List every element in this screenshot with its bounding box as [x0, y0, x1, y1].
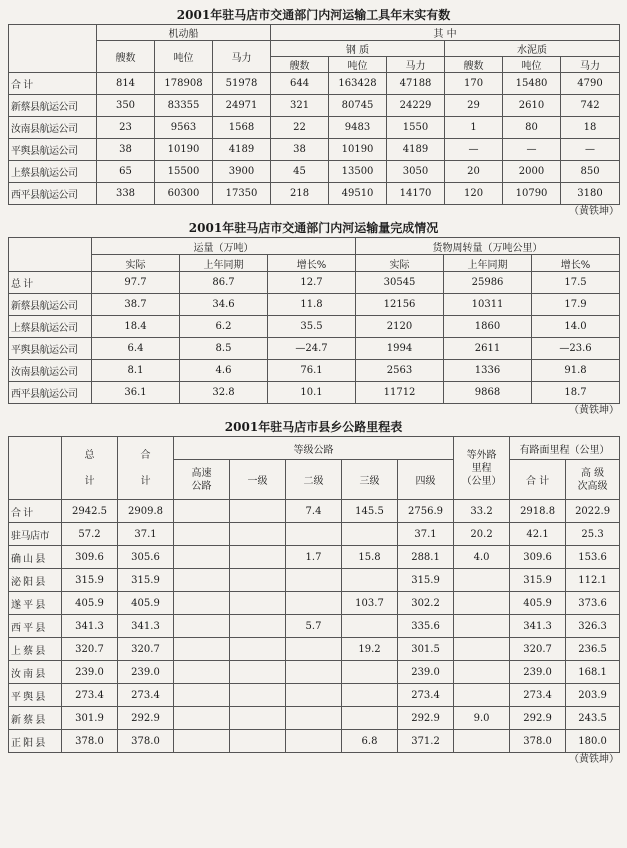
table-cell: —23.6 [532, 338, 620, 360]
header-qizhong: 其 中 [271, 25, 620, 41]
table-cell: 38.7 [92, 294, 180, 316]
table-cell: 11.8 [268, 294, 356, 316]
table-cell: 76.1 [268, 360, 356, 382]
header-last: 上年同期 [180, 255, 268, 272]
table-row [9, 730, 620, 753]
table-cell: 2000 [503, 161, 561, 183]
table-cell [230, 615, 286, 638]
table-cell: 2120 [356, 316, 444, 338]
table2-body [9, 272, 620, 404]
table-cell: 2022.9 [566, 500, 620, 523]
table-cell: 3900 [213, 161, 271, 183]
table-cell: 14.0 [532, 316, 620, 338]
table-cell: —24.7 [268, 338, 356, 360]
header-actual: 实际 [356, 255, 444, 272]
table-cell [286, 638, 342, 661]
row-label: 上 蔡 县 [9, 638, 62, 661]
header-l4: 四级 [398, 460, 454, 500]
table-cell: 17.5 [532, 272, 620, 294]
table-cell: 9.0 [454, 707, 510, 730]
table-cell: 20 [445, 161, 503, 183]
table-cell [454, 684, 510, 707]
table-cell: 13500 [329, 161, 387, 183]
table-cell: 2942.5 [62, 500, 118, 523]
table-cell: 97.7 [92, 272, 180, 294]
table-cell: 6.2 [180, 316, 268, 338]
row-label: 合 计 [9, 500, 62, 523]
table-row [9, 684, 620, 707]
table-cell: 17350 [213, 183, 271, 205]
table-row [9, 161, 620, 183]
table-cell: 4.0 [454, 546, 510, 569]
table-cell [230, 638, 286, 661]
table-cell: 3050 [387, 161, 445, 183]
header-motor: 机动船 [97, 25, 271, 41]
table3-corner [9, 437, 62, 500]
header-cement: 水泥质 [445, 41, 620, 57]
table-cell: 243.5 [566, 707, 620, 730]
table-cell [286, 684, 342, 707]
header-he: 合 计 [118, 437, 174, 500]
row-label: 汝南县航运公司 [9, 360, 92, 382]
table-cell: 288.1 [398, 546, 454, 569]
header-sou: 艘数 [271, 57, 329, 73]
table-cell: 18.7 [532, 382, 620, 404]
table-cell: 326.3 [566, 615, 620, 638]
table-cell: 7.4 [286, 500, 342, 523]
row-label: 西 平 县 [9, 615, 62, 638]
table-cell: 373.6 [566, 592, 620, 615]
table-cell: 14170 [387, 183, 445, 205]
table-cell: 2610 [503, 95, 561, 117]
table-cell: 170 [445, 73, 503, 95]
table-cell [230, 661, 286, 684]
header-l2: 二级 [286, 460, 342, 500]
vessel-table [8, 24, 620, 205]
table-cell: 30545 [356, 272, 444, 294]
table-row [9, 638, 620, 661]
table-cell: 25.3 [566, 523, 620, 546]
header-turnover: 货物周转量（万吨公里） [356, 238, 620, 255]
header-graded: 等级公路 [174, 437, 454, 460]
table-cell: 6.4 [92, 338, 180, 360]
table-cell: 11712 [356, 382, 444, 404]
table-cell: 10190 [329, 139, 387, 161]
table-cell: — [561, 139, 620, 161]
table-cell: 38 [271, 139, 329, 161]
table-cell [230, 592, 286, 615]
table-cell: 315.9 [62, 569, 118, 592]
table-cell: 273.4 [510, 684, 566, 707]
table-cell: 2756.9 [398, 500, 454, 523]
table-cell: 4.6 [180, 360, 268, 382]
table3-credit: （黄铁坤） [569, 754, 619, 765]
table-cell: 32.8 [180, 382, 268, 404]
table-cell: 378.0 [118, 730, 174, 753]
table-cell: 315.9 [118, 569, 174, 592]
table-cell: 4189 [213, 139, 271, 161]
row-label: 平舆县航运公司 [9, 139, 97, 161]
header-dun: 吨位 [329, 57, 387, 73]
table-cell: — [503, 139, 561, 161]
table1-title: 2001年驻马店市交通部门内河运输工具年末实有数 [176, 8, 451, 22]
table-cell: 83355 [155, 95, 213, 117]
header-actual: 实际 [92, 255, 180, 272]
table-cell: 302.2 [398, 592, 454, 615]
header-paved-high: 高 级 次高级 [566, 460, 620, 500]
table-cell: 320.7 [118, 638, 174, 661]
row-label: 泌 阳 县 [9, 569, 62, 592]
table-cell: 6.8 [342, 730, 398, 753]
table-cell: 47188 [387, 73, 445, 95]
table-cell: 292.9 [510, 707, 566, 730]
header-steel: 钢 质 [271, 41, 445, 57]
table-cell [230, 569, 286, 592]
header-sou: 艘数 [97, 41, 155, 73]
table-row [9, 316, 620, 338]
table-cell: 42.1 [510, 523, 566, 546]
table-cell [342, 684, 398, 707]
table-cell [454, 615, 510, 638]
table-cell: 239.0 [118, 661, 174, 684]
table-cell: 20.2 [454, 523, 510, 546]
table-row [9, 707, 620, 730]
row-label: 新蔡县航运公司 [9, 294, 92, 316]
table-cell: 9868 [444, 382, 532, 404]
table-cell: 315.9 [398, 569, 454, 592]
table-cell [454, 592, 510, 615]
table-cell: 37.1 [118, 523, 174, 546]
table-cell: 273.4 [398, 684, 454, 707]
header-volume: 运量（万吨） [92, 238, 356, 255]
row-label: 西平县航运公司 [9, 382, 92, 404]
table3-body [9, 500, 620, 753]
table-cell: 25986 [444, 272, 532, 294]
header-dun: 吨位 [155, 41, 213, 73]
table-cell: 405.9 [510, 592, 566, 615]
table-cell [286, 569, 342, 592]
table-cell: 236.5 [566, 638, 620, 661]
table-cell: 1568 [213, 117, 271, 139]
table-cell: 19.2 [342, 638, 398, 661]
table-cell: 10311 [444, 294, 532, 316]
row-label: 正 阳 县 [9, 730, 62, 753]
table-cell [230, 707, 286, 730]
table-cell: 320.7 [62, 638, 118, 661]
table-cell: 10790 [503, 183, 561, 205]
table-row [9, 139, 620, 161]
table-cell: 5.7 [286, 615, 342, 638]
table-cell: 218 [271, 183, 329, 205]
table-cell: 203.9 [566, 684, 620, 707]
row-label: 确 山 县 [9, 546, 62, 569]
table-cell [454, 638, 510, 661]
table2-title: 2001年驻马店市交通部门内河运输量完成情况 [188, 221, 439, 235]
table-cell: 33.2 [454, 500, 510, 523]
table-cell: 86.7 [180, 272, 268, 294]
table-row [9, 592, 620, 615]
table-cell [174, 500, 230, 523]
table-cell [230, 546, 286, 569]
table-cell [174, 569, 230, 592]
table-cell: 65 [97, 161, 155, 183]
table-cell [342, 569, 398, 592]
table-cell: 17.9 [532, 294, 620, 316]
table-cell: 153.6 [566, 546, 620, 569]
header-growth: 增长% [532, 255, 620, 272]
table-cell [174, 638, 230, 661]
row-label: 驻马店市 [9, 523, 62, 546]
table-cell: 301.5 [398, 638, 454, 661]
transport-table [8, 237, 620, 404]
row-label: 西平县航运公司 [9, 183, 97, 205]
table-row [9, 73, 620, 95]
header-ma: 马力 [387, 57, 445, 73]
header-express: 高速 公路 [174, 460, 230, 500]
row-label: 遂 平 县 [9, 592, 62, 615]
table-cell: 178908 [155, 73, 213, 95]
table-cell [230, 500, 286, 523]
table-cell: 38 [97, 139, 155, 161]
table-row [9, 382, 620, 404]
header-ma: 马力 [561, 57, 620, 73]
header-ma: 马力 [213, 41, 271, 73]
row-label: 上蔡县航运公司 [9, 161, 97, 183]
table-cell: 168.1 [566, 661, 620, 684]
table-cell: 341.3 [510, 615, 566, 638]
table-cell: 321 [271, 95, 329, 117]
header-last: 上年同期 [444, 255, 532, 272]
row-label: 新蔡县航运公司 [9, 95, 97, 117]
table-cell: 273.4 [62, 684, 118, 707]
row-label: 合 计 [9, 73, 97, 95]
table-row [9, 95, 620, 117]
table-cell: 305.6 [118, 546, 174, 569]
table-row [9, 615, 620, 638]
table-cell: 10.1 [268, 382, 356, 404]
table1-corner [9, 25, 97, 73]
table-cell: 850 [561, 161, 620, 183]
table-cell: 112.1 [566, 569, 620, 592]
table-cell: 24229 [387, 95, 445, 117]
header-paved: 有路面里程（公里） [510, 437, 620, 460]
table-cell: 2611 [444, 338, 532, 360]
table-cell: 341.3 [62, 615, 118, 638]
table-cell [342, 661, 398, 684]
table-cell: 1.7 [286, 546, 342, 569]
table2-credit: （黄铁坤） [569, 405, 619, 416]
table-row [9, 117, 620, 139]
table-cell: 405.9 [62, 592, 118, 615]
table-cell: 36.1 [92, 382, 180, 404]
table-cell: 405.9 [118, 592, 174, 615]
table-cell [174, 661, 230, 684]
table-cell: 309.6 [510, 546, 566, 569]
table2-corner [9, 238, 92, 272]
table-row [9, 360, 620, 382]
table-cell: 292.9 [118, 707, 174, 730]
table-cell: 60300 [155, 183, 213, 205]
table-cell: — [445, 139, 503, 161]
table-cell: 22 [271, 117, 329, 139]
row-label: 汝 南 县 [9, 661, 62, 684]
table-cell: 8.1 [92, 360, 180, 382]
header-outer: 等外路 里程 （公里） [454, 437, 510, 500]
table-cell [230, 523, 286, 546]
row-label: 平 舆 县 [9, 684, 62, 707]
table-cell: 341.3 [118, 615, 174, 638]
table3-title: 2001年驻马店市县乡公路里程表 [224, 420, 403, 434]
table-cell [454, 730, 510, 753]
table-cell: 742 [561, 95, 620, 117]
table-cell: 37.1 [398, 523, 454, 546]
table-cell: 239.0 [510, 661, 566, 684]
table1-body [9, 73, 620, 205]
table-cell: 12.7 [268, 272, 356, 294]
table-cell [286, 730, 342, 753]
table-row [9, 183, 620, 205]
table-cell: 35.5 [268, 316, 356, 338]
table-cell: 18 [561, 117, 620, 139]
table-cell: 1860 [444, 316, 532, 338]
table-cell: 180.0 [566, 730, 620, 753]
table-row [9, 523, 620, 546]
table-cell: 644 [271, 73, 329, 95]
table-cell: 1 [445, 117, 503, 139]
table-cell [174, 707, 230, 730]
table1-credit: （黄铁坤） [569, 206, 619, 217]
table-cell [454, 569, 510, 592]
table-cell: 2563 [356, 360, 444, 382]
table-cell: 4790 [561, 73, 620, 95]
table-cell: 45 [271, 161, 329, 183]
table-row [9, 500, 620, 523]
table-cell: 57.2 [62, 523, 118, 546]
table-cell [174, 684, 230, 707]
table-cell [230, 730, 286, 753]
table-cell: 49510 [329, 183, 387, 205]
table-cell: 4189 [387, 139, 445, 161]
table-cell: 309.6 [62, 546, 118, 569]
table-cell: 9563 [155, 117, 213, 139]
table-cell: 2918.8 [510, 500, 566, 523]
table-cell: 301.9 [62, 707, 118, 730]
table-cell: 80 [503, 117, 561, 139]
table-cell [286, 707, 342, 730]
table-cell: 24971 [213, 95, 271, 117]
table-cell: 12156 [356, 294, 444, 316]
table-cell: 29 [445, 95, 503, 117]
table-cell: 3180 [561, 183, 620, 205]
header-total: 总 计 [62, 437, 118, 500]
row-label: 汝南县航运公司 [9, 117, 97, 139]
table-cell: 15.8 [342, 546, 398, 569]
table-cell: 120 [445, 183, 503, 205]
table-cell: 239.0 [62, 661, 118, 684]
row-label: 新 蔡 县 [9, 707, 62, 730]
table-cell: 273.4 [118, 684, 174, 707]
table-cell: 2909.8 [118, 500, 174, 523]
row-label: 平舆县航运公司 [9, 338, 92, 360]
header-sou: 艘数 [445, 57, 503, 73]
table-cell: 10190 [155, 139, 213, 161]
row-label: 总 计 [9, 272, 92, 294]
table-row [9, 272, 620, 294]
table-cell: 378.0 [62, 730, 118, 753]
header-growth: 增长% [268, 255, 356, 272]
table-cell: 371.2 [398, 730, 454, 753]
header-l1: 一级 [230, 460, 286, 500]
table-cell: 163428 [329, 73, 387, 95]
row-label: 上蔡县航运公司 [9, 316, 92, 338]
table-cell [286, 523, 342, 546]
table-cell: 145.5 [342, 500, 398, 523]
table-cell [174, 615, 230, 638]
table-cell: 378.0 [510, 730, 566, 753]
table-row [9, 661, 620, 684]
table-cell: 8.5 [180, 338, 268, 360]
table-cell [454, 661, 510, 684]
header-paved-total: 合 计 [510, 460, 566, 500]
table-cell [230, 684, 286, 707]
table-cell [286, 661, 342, 684]
table-cell [174, 730, 230, 753]
table-cell [174, 592, 230, 615]
table-cell: 18.4 [92, 316, 180, 338]
table-cell: 335.6 [398, 615, 454, 638]
table-row [9, 546, 620, 569]
table-cell: 350 [97, 95, 155, 117]
table-cell [174, 546, 230, 569]
table-cell: 239.0 [398, 661, 454, 684]
table-cell [286, 592, 342, 615]
table-cell: 1994 [356, 338, 444, 360]
table-cell: 51978 [213, 73, 271, 95]
table-cell: 15500 [155, 161, 213, 183]
table-row [9, 569, 620, 592]
road-table [8, 436, 620, 753]
table-cell: 103.7 [342, 592, 398, 615]
table-cell: 1336 [444, 360, 532, 382]
table-cell [342, 707, 398, 730]
table-cell: 1550 [387, 117, 445, 139]
table-cell: 80745 [329, 95, 387, 117]
table-cell: 9483 [329, 117, 387, 139]
table-row [9, 338, 620, 360]
table-cell [174, 523, 230, 546]
header-l3: 三级 [342, 460, 398, 500]
table-cell: 320.7 [510, 638, 566, 661]
table-cell: 15480 [503, 73, 561, 95]
table-cell: 91.8 [532, 360, 620, 382]
header-dun: 吨位 [503, 57, 561, 73]
table-cell: 292.9 [398, 707, 454, 730]
table-cell: 23 [97, 117, 155, 139]
table-cell [342, 523, 398, 546]
table-cell [342, 615, 398, 638]
table-cell: 34.6 [180, 294, 268, 316]
table-cell: 315.9 [510, 569, 566, 592]
table-cell: 814 [97, 73, 155, 95]
table-row [9, 294, 620, 316]
table-cell: 338 [97, 183, 155, 205]
